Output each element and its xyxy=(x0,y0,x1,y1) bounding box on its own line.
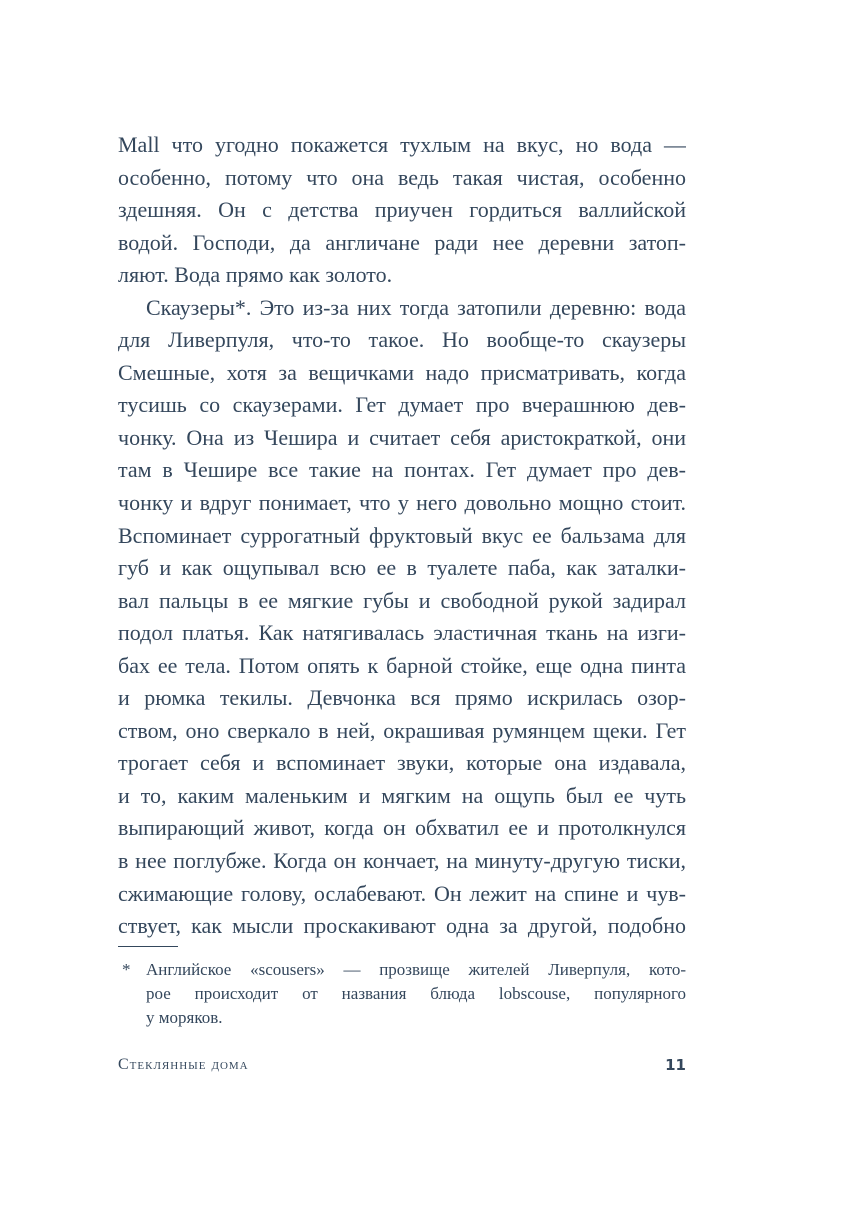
text-line: Смешные, хотя за вещичками надо присматривать, когда xyxy=(118,359,686,385)
page-number: 11 xyxy=(665,1056,686,1074)
text-line: и рюмка текилы. Девчонка вся прямо искрилась озор- xyxy=(118,685,686,711)
text-line: Вспоминает суррогатный фруктовый вкус ее бальзама для xyxy=(118,522,686,548)
text-line: тусишь со скаузерами. Гет думает про вчерашнюю дев- xyxy=(118,392,686,418)
text-line: вал пальцы в ее мягкие губы и свободной рукой задирал xyxy=(118,587,686,613)
text-line: в нее поглубже. Когда он кончает, на минуту-другую тиски, xyxy=(118,848,686,874)
footnote-line: у моряков. xyxy=(146,1008,223,1027)
footnote-mark: * xyxy=(122,960,131,979)
text-line: трогает себя и вспоминает звуки, которые она издавала, xyxy=(118,750,686,776)
text-line: чонку и вдруг понимает, что у него довольно мощно стоит. xyxy=(118,490,686,516)
text-line: для Ливерпуля, что-то такое. Но вообще-то скаузеры xyxy=(118,327,686,353)
text-line: водой. Господи, да англичане ради нее деревни затоп- xyxy=(118,229,686,255)
text-line: ляют. Вода прямо как золото. xyxy=(118,262,393,288)
running-title: Стеклянные дома xyxy=(118,1056,249,1073)
text-line: Скаузеры*. Это из-за них тогда затопили деревню: вода xyxy=(146,294,686,320)
footnote xyxy=(118,958,686,1030)
text-line: выпирающий живот, когда он обхватил ее и протолкнулся xyxy=(118,815,686,841)
footnote-line: Английское «scousers» — прозвище жителей Ливерпуля, кото- xyxy=(146,960,686,979)
footnote-divider xyxy=(118,946,178,947)
text-line: Mall что угодно покажется тухлым на вкус, но вода — xyxy=(118,132,686,157)
text-line: и то, каким маленьким и мягким на ощупь был ее чуть xyxy=(118,782,686,808)
text-line: особенно, потому что она ведь такая чистая, особенно xyxy=(118,164,686,190)
text-line: ствует, как мысли проскакивают одна за другой, подобно xyxy=(118,913,686,939)
page-footer xyxy=(118,1056,686,1074)
text-line: здешняя. Он с детства приучен гордиться валлийской xyxy=(118,197,686,223)
main-text xyxy=(118,129,686,943)
footnote-body xyxy=(146,958,686,1030)
text-line: ством, оно сверкало в ней, окрашивая румянцем щеки. Гет xyxy=(118,717,686,743)
text-line: сжимающие голову, ослабевают. Он лежит на спине и чув- xyxy=(118,880,686,906)
text-line: чонку. Она из Чешира и считает себя аристократкой, они xyxy=(118,424,686,450)
text-line: подол платья. Как натягивалась эластичная ткань на изги- xyxy=(118,620,686,646)
footnote-line: рое происходит от названия блюда lobscouse, популярного xyxy=(146,984,686,1003)
text-line: там в Чешире все такие на понтах. Гет думает про дев- xyxy=(118,457,686,483)
text-line: бах ее тела. Потом опять к барной стойке, еще одна пинта xyxy=(118,652,686,678)
text-line: губ и как ощупывал всю ее в туалете паба, как заталки- xyxy=(118,555,686,581)
